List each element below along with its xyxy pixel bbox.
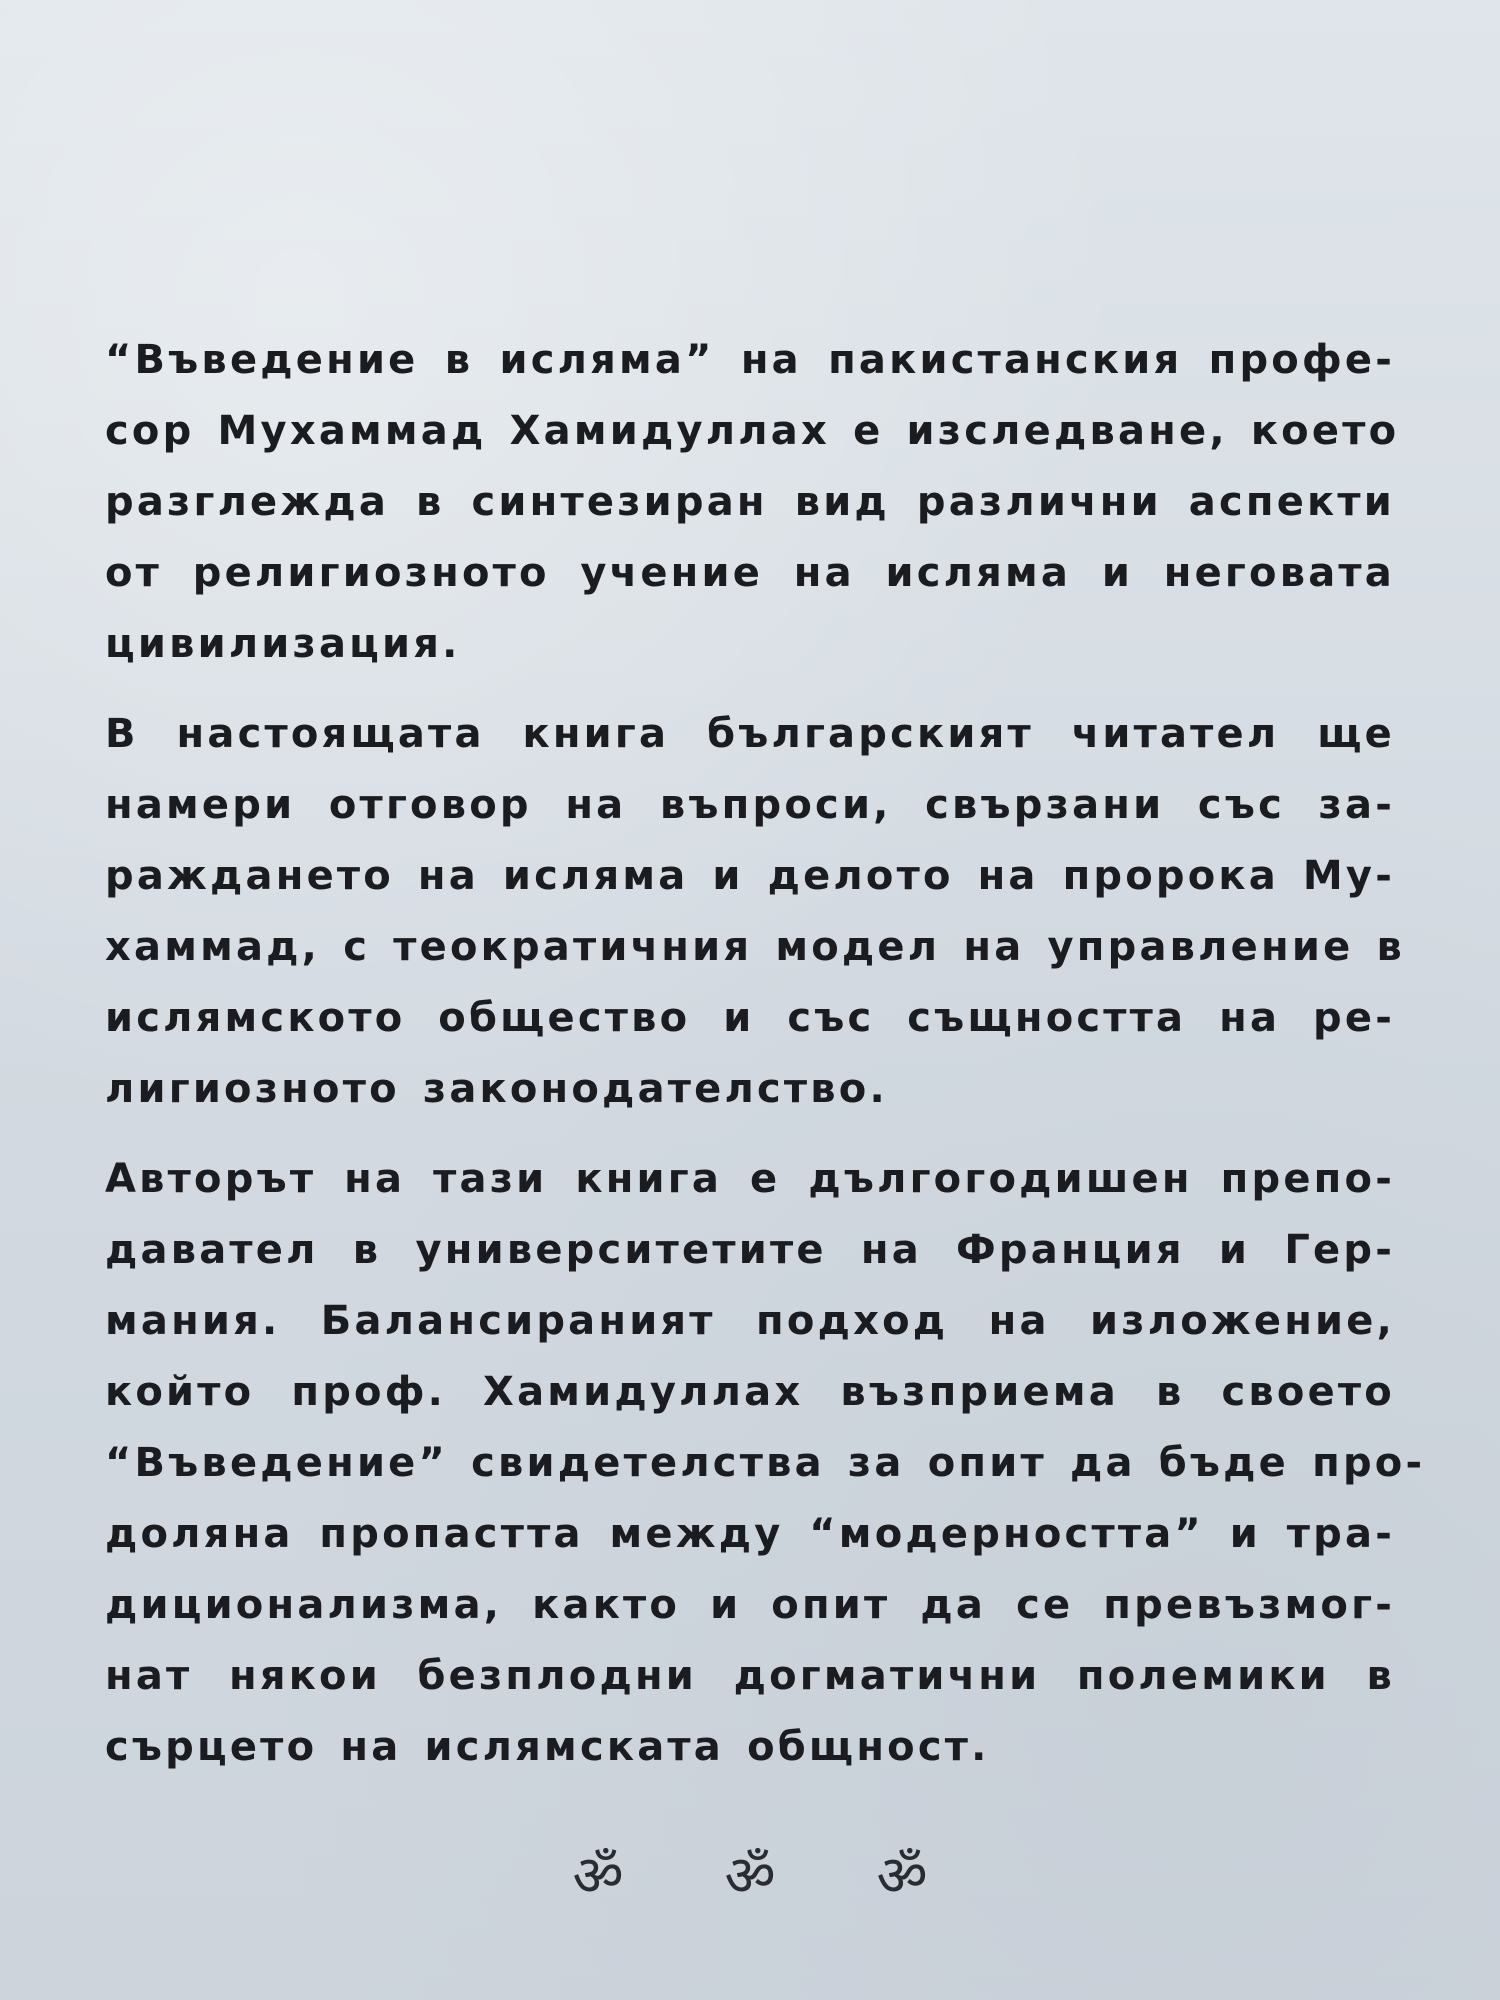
text-line: диционализма, както и опит да се превъзмог- (105, 1582, 1395, 1628)
text-line: ислямското общество и със същността на ре- (105, 995, 1395, 1041)
text-line: цивилизация. (105, 621, 461, 667)
text-line: “Въведение” свидетелства за опит да бъде про- (105, 1440, 1426, 1486)
text-line: който проф. Хамидуллах възприема в своето (105, 1369, 1395, 1415)
text-line: В настоящата книга българският читател ще (105, 711, 1395, 757)
text-line: сърцето на ислямската общност. (105, 1724, 990, 1770)
paragraph-3 (105, 1144, 1426, 1783)
text-line: мания. Балансираният подход на изложение, (105, 1298, 1395, 1344)
om-symbol-icon: ॐ (572, 1844, 624, 1909)
text-line: намери отговор на въпроси, свързани със за- (105, 782, 1395, 828)
text-line: сор Мухаммад Хамидуллах е изследване, което (105, 408, 1400, 454)
text-line: давател в университетите на Франция и Гер- (105, 1227, 1395, 1273)
paragraph-1 (105, 325, 1400, 680)
text-line: нат някои безплодни догматични полемики в (105, 1653, 1395, 1699)
paragraph-2 (105, 699, 1406, 1125)
text-line: доляна пропастта между “модерността” и тра- (105, 1511, 1395, 1557)
text-line: “Въведение в исляма” на пакистанския профе- (105, 337, 1395, 383)
text-line: разглежда в синтезиран вид различни аспекти (105, 479, 1395, 525)
ornament-row (0, 1845, 1500, 1909)
text-line: от религиозното учение на исляма и неговата (105, 550, 1395, 596)
text-line: хаммад, с теократичния модел на управление в (105, 924, 1406, 970)
text-line: раждането на исляма и делото на пророка Му- (105, 853, 1395, 899)
text-line: лигиозното законодателство. (105, 1066, 888, 1112)
description-text (105, 325, 1426, 1802)
text-line: Авторът на тази книга е дългогодишен препо- (105, 1156, 1395, 1202)
om-symbol-icon: ॐ (876, 1844, 928, 1909)
om-symbol-icon: ॐ (724, 1844, 776, 1909)
